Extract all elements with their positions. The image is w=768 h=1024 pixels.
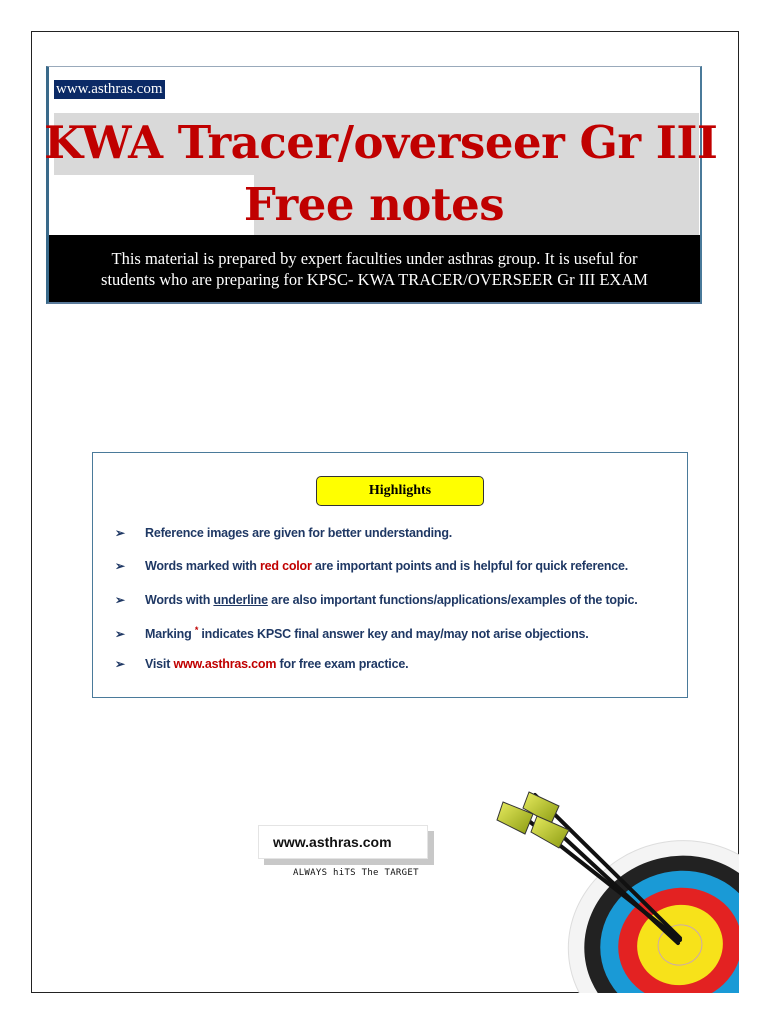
- asthras-logo-card[interactable]: www.asthras.com: [258, 825, 428, 859]
- page-title-line2: Free notes: [243, 178, 505, 231]
- arrow-bullet-icon: ➢: [115, 526, 125, 540]
- description-band: [49, 235, 700, 302]
- archery-target-icon: [485, 790, 739, 993]
- highlights-badge: Highlights: [316, 476, 484, 506]
- logo-tagline: ALWAYS hiTS The TARGET: [293, 868, 419, 878]
- highlight-item: [115, 657, 685, 671]
- highlight-item: [115, 526, 685, 540]
- highlight-text: indicates KPSC final answer key and may/may not arise objections.: [198, 627, 589, 642]
- site-url-tag[interactable]: www.asthras.com: [56, 81, 163, 97]
- red-color-keyword: red color: [259, 559, 312, 573]
- arrow-bullet-icon: ➢: [115, 593, 125, 607]
- highlight-item: [115, 625, 685, 641]
- target-rings: [549, 820, 739, 993]
- highlight-text: Marking: [145, 627, 195, 642]
- description-line2: students who are preparing for KPSC- KWA TRACER/OVERSEER Gr III EXAM: [101, 270, 648, 289]
- arrow-bullet-icon: ➢: [115, 627, 125, 642]
- highlight-text: are also important functions/applications/examples of the topic.: [267, 593, 638, 607]
- arrow-bullet-icon: ➢: [115, 657, 125, 671]
- asterisk-mark: *: [194, 625, 199, 635]
- underline-keyword: underline: [213, 593, 268, 607]
- description-line1: This material is prepared by expert faculties under asthras group. It is useful for: [111, 249, 638, 268]
- highlight-item: [115, 593, 685, 607]
- highlight-text: for free exam practice.: [276, 657, 409, 671]
- arrow-bullet-icon: ➢: [115, 559, 125, 573]
- highlight-text: Words with: [145, 593, 214, 607]
- highlight-text: Reference images are given for better understanding.: [145, 526, 453, 540]
- highlight-text: Words marked with: [145, 559, 260, 573]
- highlight-text: Visit: [145, 657, 174, 671]
- asthras-link[interactable]: www.asthras.com: [173, 657, 277, 671]
- page-title-line1: KWA Tracer/overseer Gr III: [44, 116, 718, 169]
- highlight-item: [115, 559, 685, 573]
- highlight-text: are important points and is helpful for quick reference.: [311, 559, 629, 573]
